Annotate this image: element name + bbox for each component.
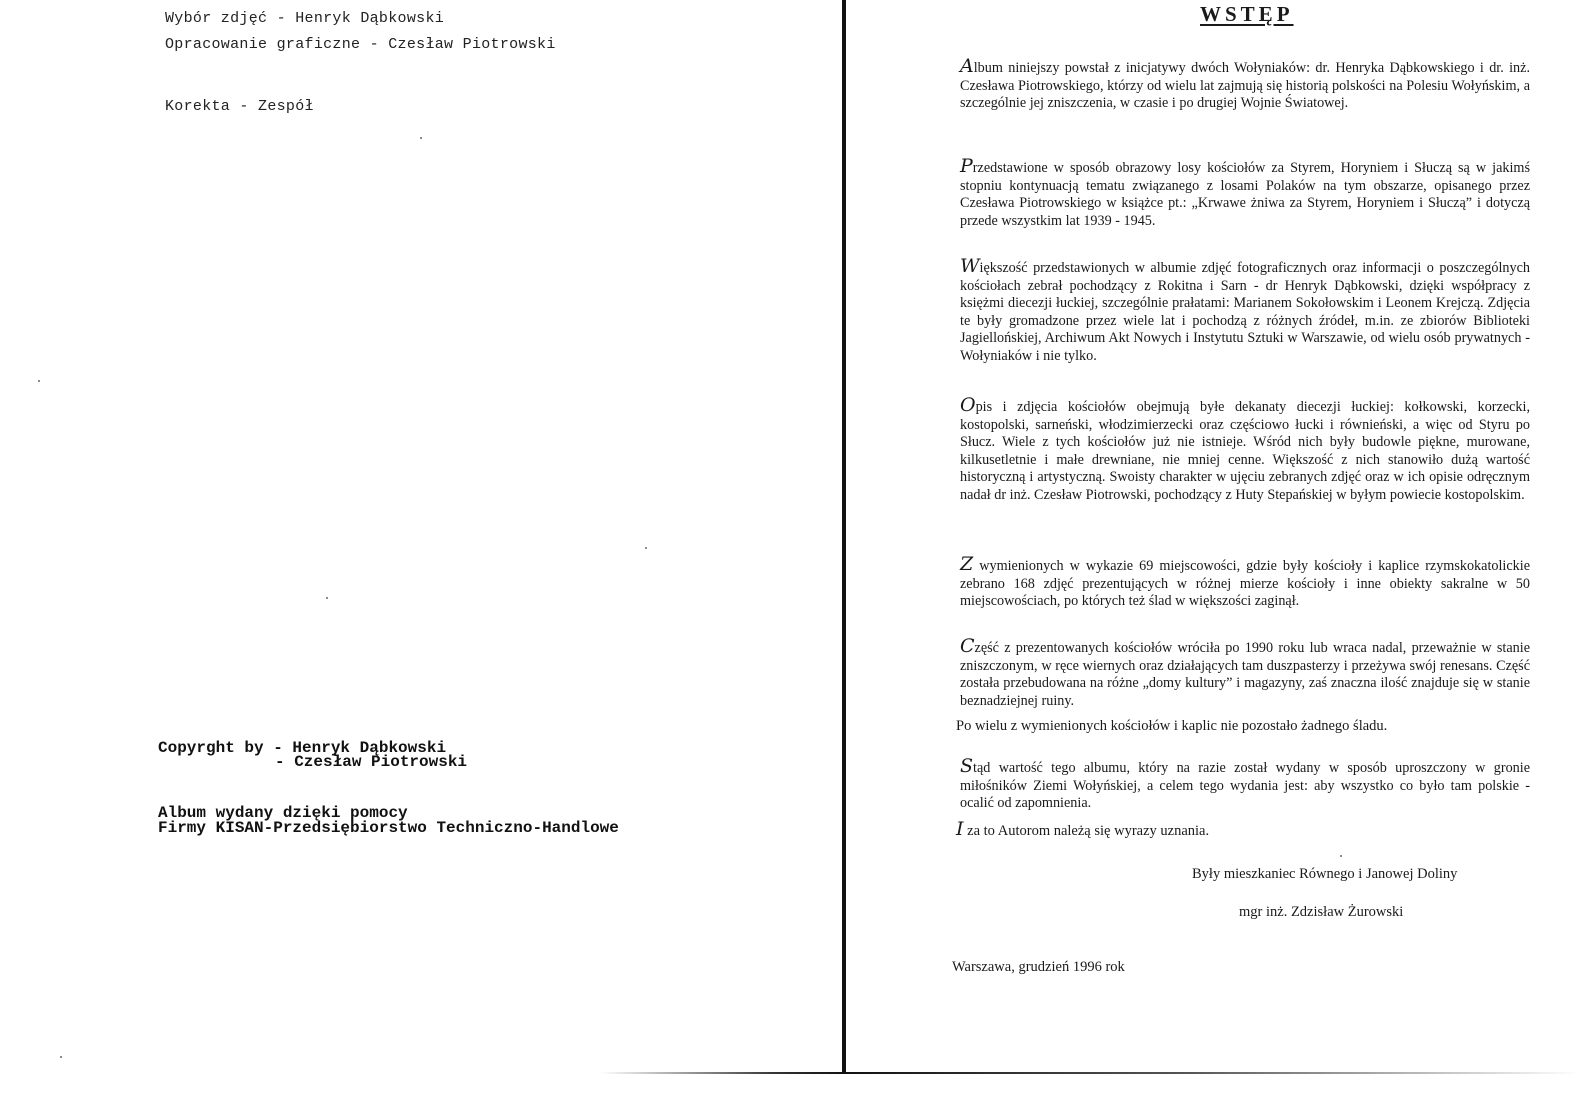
intro-paragraph-3 [960, 255, 1530, 365]
scan-speck [1340, 855, 1342, 857]
proofreading-credit: Korekta - Zespół [165, 98, 314, 115]
paragraph-initial: A [960, 55, 974, 77]
place-and-date: Warszawa, grudzień 1996 rok [952, 959, 1125, 975]
sponsor-line-1: Album wydany dzięki pomocy [158, 804, 408, 822]
paragraph-text: iększość przedstawionych w albumie zdjęć fotograficznych oraz informacji o poszczególnych kościołach zebrał pochodzący z Rokitna i Sarn - dr Henryk Dąbkowski, dzięki współpracy z księżmi diecezji łuckiej, szczególnie prałatami: Marianem Sokołowskim i Leonem Krejczą. Zdjęcia te były gromadzone przez wiele lat i pochodzą z różnych źródeł, m.in. ze zbiorów Biblioteki Jagiellońskiej, Archiwum Akt Nowych i Instytutu Sztuki w Warszawie, od wielu osób prywatnych - Wołyniaków i nie tylko. [960, 260, 1530, 364]
copyright-line-2: - Czesław Piotrowski [275, 753, 468, 771]
thanks-line [956, 818, 1209, 840]
intro-paragraph-1 [960, 55, 1530, 113]
graphic-design-credit: Opracowanie graficzne - Czesław Piotrowski [165, 36, 556, 53]
book-spine [842, 0, 846, 1074]
paragraph-text: lbum niniejszy powstał z inicjatywy dwóch Wołyniaków: dr. Henryka Dąbkowskiego i dr. inż. Czesława Piotrowskiego, którzy od wielu lat zajmują się historią polskości na Polesiu Wołyńskim, a szczególnie jej zniszczenia, w czasie i po drugiej Wojnie Światowej. [960, 60, 1530, 111]
paragraph-initial: S [960, 755, 974, 777]
paragraph-initial: W [960, 255, 980, 277]
paragraph-text: tąd wartość tego albumu, który na razie został wydany w sposób uproszczony w gronie miłośników Ziemi Wołyńskiej, a celem tego wydania jest: aby wszystko co było tam polskie - ocalić od zapomnienia. [960, 760, 1530, 811]
scan-speck [326, 597, 328, 599]
sponsor-line-2: Firmy KISAN-Przedsiębiorstwo Techniczno-Handlowe [158, 819, 619, 837]
scan-speck [60, 1056, 62, 1058]
intro-paragraph-5 [960, 553, 1530, 611]
paragraph-initial: Z [960, 553, 974, 575]
intro-paragraph-6 [960, 635, 1530, 710]
scan-speck [38, 380, 40, 382]
signature-name: mgr inż. Zdzisław Żurowski [1239, 904, 1404, 920]
paragraph-text: wymienionych w wykazie 69 miejscowości, gdzie były kościoły i kaplice rzymskokatolickie zebrano 168 zdjęć prezentujących w różnej mierze kościoły i inne obiekty sakralne w 50 miejscowościach, po których też ślad w większości zaginął. [960, 558, 1530, 609]
page-title: WSTĘP [1200, 2, 1294, 26]
paragraph-initial: O [960, 394, 976, 416]
copyright-line-1: Copyrght by - Henryk Dąbkowski [158, 739, 447, 757]
intro-paragraph-2 [960, 155, 1530, 230]
photo-selection-credit: Wybór zdjęć - Henryk Dąbkowski [165, 10, 445, 27]
no-trace-line: Po wielu z wymienionych kościołów i kaplic nie pozostało żadnego śladu. [956, 718, 1388, 734]
paragraph-initial: P [960, 155, 973, 177]
intro-paragraph-7 [960, 755, 1530, 813]
scan-speck [420, 137, 422, 139]
thanks-text: za to Autorom należą się wyrazy uznania. [963, 823, 1210, 839]
paragraph-initial: I [956, 818, 964, 840]
signature-line-1: Były mieszkaniec Równego i Janowej Doliny [1192, 866, 1458, 882]
paragraph-text: zęść z prezentowanych kościołów wróciła po 1990 roku lub wraca nadal, przeważnie w stanie zniszczonym, w ręce wiernych oraz działających tam duszpasterzy i przeżywa swój renesans. Część została przebudowana na różne „domy kultury” i magazyny, zaś znaczna ilość znajduje się w stanie beznadziejnej ruiny. [960, 640, 1530, 709]
intro-paragraph-4 [960, 394, 1530, 504]
scan-speck [645, 547, 647, 549]
paragraph-text: pis i zdjęcia kościołów obejmują byłe dekanaty diecezji łuckiej: kołkowski, korzecki, kostopolski, sarneński, włodzimierzecki oraz częściowo łucki i równieński, a więc od Styru po Słucz. Wiele z tych kościołów już nie istnieje. Wśród nich były budowle piękne, murowane, kilkusetletnie i małe drewniane, nie mniej cenne. Większość z nich stanowiło dużą wartość historyczną i artystyczną. Swoisty charakter w ujęciu zebranych zdjęć oraz w ich opisie odręcznym nadał dr inż. Czesław Piotrowski, pochodzący z Huty Stepańskiej w byłym powiecie kostopolskim. [960, 399, 1530, 503]
paragraph-text: rzedstawione w sposób obrazowy losy kościołów za Styrem, Horyniem i Słuczą są w jakimś stopniu kontynuacją tematu związanego z losami Polaków na tym obszarze, opisanego przez Czesława Piotrowskiego w książce pt.: „Krwawe żniwa za Styrem, Horyniem i Słuczą” i dotyczą przede wszystkim lat 1939 - 1945. [960, 160, 1530, 229]
paragraph-initial: C [960, 635, 975, 657]
right-page [852, 0, 1580, 1094]
